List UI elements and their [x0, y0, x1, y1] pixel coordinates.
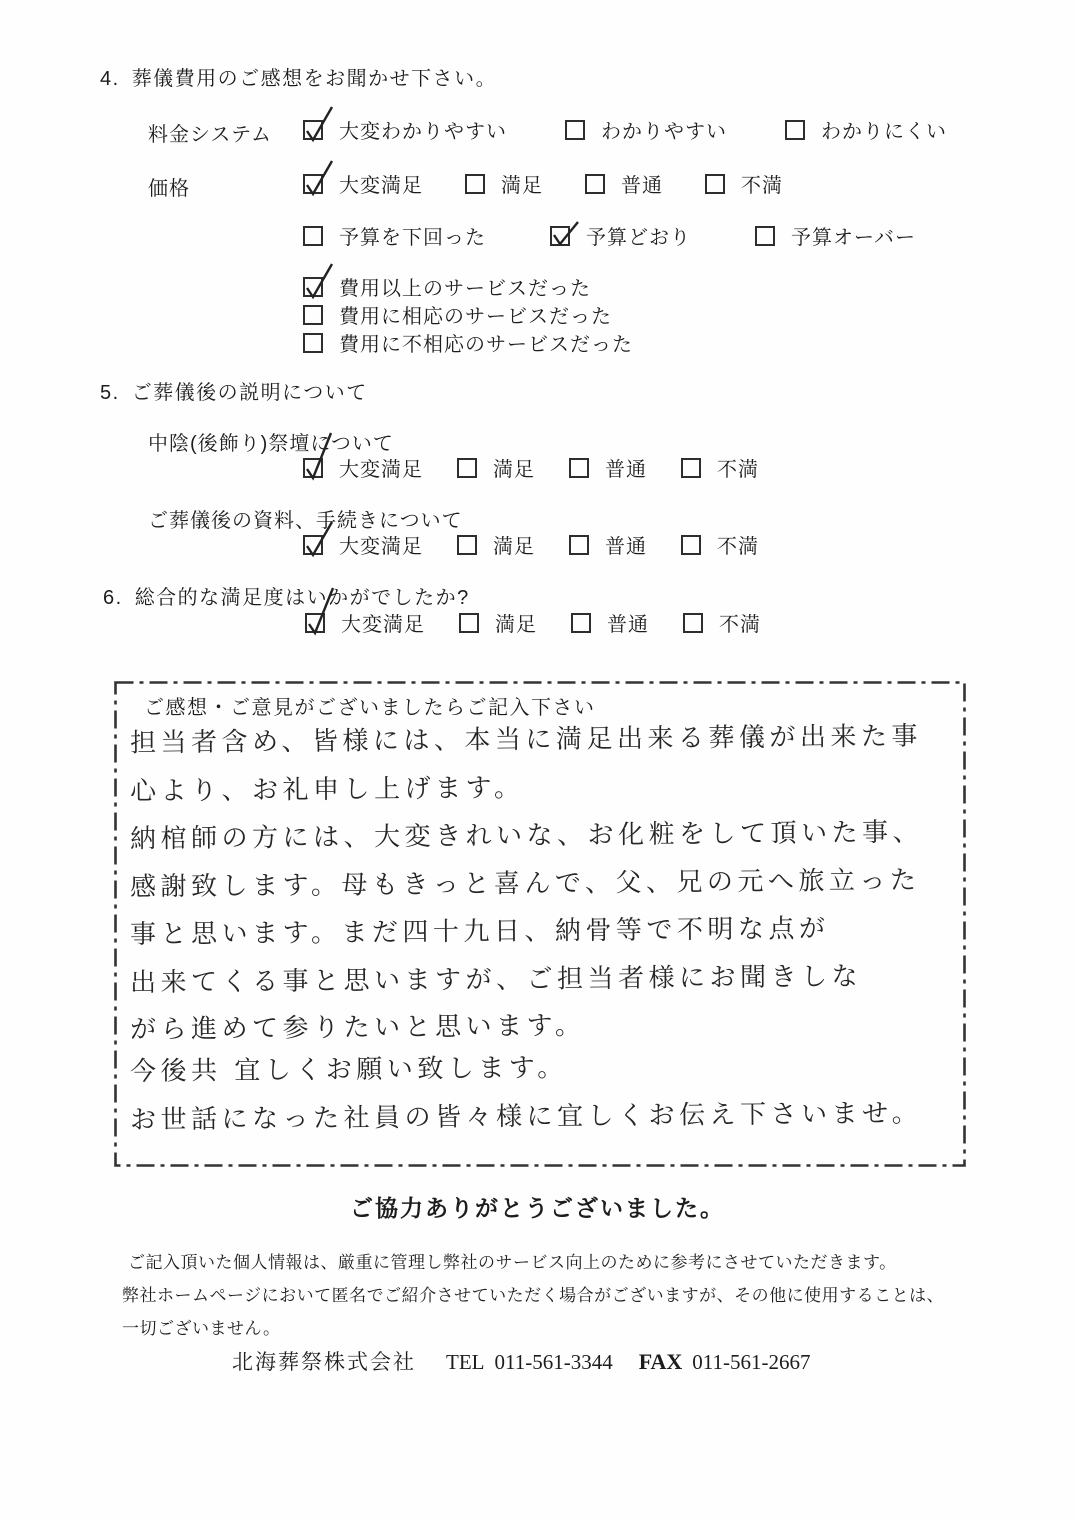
option-satisfied — [457, 530, 535, 559]
checkbox[interactable] — [303, 333, 323, 353]
checkbox-checked[interactable] — [305, 613, 325, 633]
fee-system-options — [303, 115, 947, 144]
option-label: 大変満足 — [341, 614, 425, 636]
option-label: 普通 — [607, 614, 649, 636]
checkbox[interactable] — [457, 535, 477, 555]
value-option-row — [303, 272, 591, 301]
option-very-clear — [303, 115, 507, 144]
company-name: 北海葬祭株式会社 — [232, 1351, 416, 1374]
handwritten-line: がら進めて参りたいと思います。 — [129, 1011, 586, 1045]
option-dissatisfied — [681, 453, 759, 482]
handwritten-line: 納棺師の方には、大変きれいな、お化粧をして頂いた事、 — [129, 817, 924, 855]
option-clear — [565, 115, 727, 144]
checkbox[interactable] — [569, 535, 589, 555]
section-6-heading — [103, 581, 470, 610]
option-label: 大変満足 — [339, 175, 423, 197]
option-neutral — [571, 608, 649, 637]
option-label: 満足 — [501, 175, 543, 197]
option-dissatisfied — [681, 530, 759, 559]
checkbox[interactable] — [681, 535, 701, 555]
option-neutral — [569, 530, 647, 559]
option-label: 満足 — [495, 614, 537, 636]
option-on-budget — [550, 221, 691, 250]
option-label: 満足 — [493, 459, 535, 481]
option-very-satisfied — [303, 453, 423, 482]
comment-box[interactable] — [114, 681, 966, 1167]
option-label: 大変満足 — [339, 536, 423, 558]
checkbox-checked[interactable] — [303, 174, 323, 194]
privacy-line: 一切ございません。 — [122, 1319, 281, 1338]
option-dissatisfied — [705, 169, 783, 198]
checkbox[interactable] — [303, 305, 323, 325]
privacy-line: ご記入頂いた個人情報は、厳重に管理し弊社のサービス向上のために参考にさせていただきます。 — [128, 1253, 897, 1272]
check-mark-icon — [302, 260, 336, 304]
option-label: 普通 — [621, 175, 663, 197]
option-label: 費用以上のサービスだった — [339, 278, 591, 300]
option-unclear — [785, 115, 947, 144]
closing-message: ご協力ありがとうございました。 — [350, 1195, 725, 1221]
checkbox[interactable] — [681, 458, 701, 478]
checkbox[interactable] — [457, 458, 477, 478]
handwritten-line: 心より、お礼申し上げます。 — [129, 773, 525, 807]
budget-options — [303, 221, 916, 250]
section-6-title: 総合的な満足度はいかがでしたか? — [134, 587, 470, 609]
option-label: 費用に相応のサービスだった — [339, 306, 612, 328]
altar-options — [303, 453, 759, 482]
option-under-budget — [303, 221, 486, 250]
checkbox[interactable] — [785, 120, 805, 140]
value-option-row — [303, 328, 633, 357]
checkbox[interactable] — [459, 613, 479, 633]
section-5-heading — [100, 376, 368, 405]
price-label: 価格 — [148, 178, 190, 200]
comment-prompt: ご感想・ご意見がございましたらご記入下さい — [144, 697, 596, 719]
option-satisfied — [465, 169, 543, 198]
option-satisfied — [457, 453, 535, 482]
option-very-satisfied — [303, 169, 423, 198]
checkbox[interactable] — [683, 613, 703, 633]
fax-number: 011-561-2667 — [692, 1350, 811, 1374]
overall-options — [305, 608, 761, 637]
option-label: 不満 — [717, 459, 759, 481]
option-label: わかりにくい — [821, 121, 947, 143]
documents-sublabel: ご葬儀後の資料、手続きについて — [148, 510, 463, 532]
checkbox[interactable] — [755, 226, 775, 246]
checkbox[interactable] — [705, 174, 725, 194]
option-label: 普通 — [605, 459, 647, 481]
option-label: わかりやすい — [601, 121, 727, 143]
option-label: 不満 — [719, 614, 761, 636]
price-options — [303, 169, 783, 198]
section-5-title: ご葬儀後の説明について — [131, 382, 368, 404]
option-satisfied — [459, 608, 537, 637]
handwritten-line: お世話になった社員の皆々様に宜しくお伝え下さいませ。 — [129, 1098, 923, 1136]
checkbox[interactable] — [565, 120, 585, 140]
option-over-budget — [755, 221, 916, 250]
checkbox-checked[interactable] — [303, 120, 323, 140]
option-service-below-cost — [303, 328, 633, 357]
option-label: 予算オーバー — [791, 227, 916, 249]
option-dissatisfied — [683, 608, 761, 637]
section-5-number: 5. — [100, 382, 120, 404]
check-mark-icon — [550, 220, 582, 250]
handwritten-line: 感謝致します。母もきっと喜んで、父、兄の元へ旅立った — [129, 865, 921, 903]
fax-label: FAX — [638, 1349, 683, 1374]
option-neutral — [569, 453, 647, 482]
tel-number: 011-561-3344 — [494, 1350, 613, 1374]
privacy-line: 弊社ホームページにおいて匿名でご紹介させていただく場合がございますが、その他に使用することは、 — [122, 1286, 945, 1305]
option-label: 費用に不相応のサービスだった — [339, 334, 633, 356]
option-label: 普通 — [605, 536, 647, 558]
option-label: 不満 — [741, 175, 783, 197]
handwritten-line: 出来てくる事と思いますが、ご担当者様にお聞きしな — [129, 961, 863, 999]
option-label: 大変満足 — [339, 459, 423, 481]
section-6-number: 6. — [103, 587, 123, 609]
handwritten-line: 事と思います。まだ四十九日、納骨等で不明な点が — [129, 913, 830, 951]
option-neutral — [585, 169, 663, 198]
option-label: 不満 — [717, 536, 759, 558]
checkbox[interactable] — [571, 613, 591, 633]
checkbox-checked[interactable] — [303, 458, 323, 478]
checkbox[interactable] — [303, 226, 323, 246]
checkbox-checked[interactable] — [303, 535, 323, 555]
privacy-note — [122, 1246, 944, 1345]
fee-system-label: 料金システム — [148, 124, 272, 146]
option-service-above-cost — [303, 272, 591, 301]
option-service-matched-cost — [303, 300, 612, 329]
handwritten-line: 今後共 宜しくお願い致します。 — [129, 1053, 568, 1087]
section-4-heading — [100, 62, 497, 91]
section-4-number: 4. — [100, 68, 120, 90]
company-footer — [232, 1346, 811, 1376]
checkbox[interactable] — [569, 458, 589, 478]
check-mark-icon — [302, 103, 336, 147]
check-mark-icon — [302, 157, 336, 201]
documents-options — [303, 530, 759, 559]
handwritten-line: 担当者含め、皆様には、本当に満足出来る葬儀が出来た事 — [129, 721, 923, 759]
checkbox[interactable] — [585, 174, 605, 194]
altar-sublabel: 中陰(後飾り)祭壇について — [148, 433, 394, 455]
option-label: 満足 — [493, 536, 535, 558]
tel-label: TEL — [446, 1350, 485, 1374]
option-very-satisfied — [305, 608, 425, 637]
checkbox-checked[interactable] — [303, 277, 323, 297]
option-label: 予算を下回った — [339, 227, 486, 249]
option-label: 予算どおり — [586, 227, 691, 249]
checkbox[interactable] — [465, 174, 485, 194]
section-4-title: 葬儀費用のご感想をお聞かせ下さい。 — [131, 68, 498, 90]
checkbox-checked[interactable] — [550, 226, 570, 246]
value-option-row — [303, 300, 612, 329]
option-very-satisfied — [303, 530, 423, 559]
option-label: 大変わかりやすい — [339, 121, 507, 143]
